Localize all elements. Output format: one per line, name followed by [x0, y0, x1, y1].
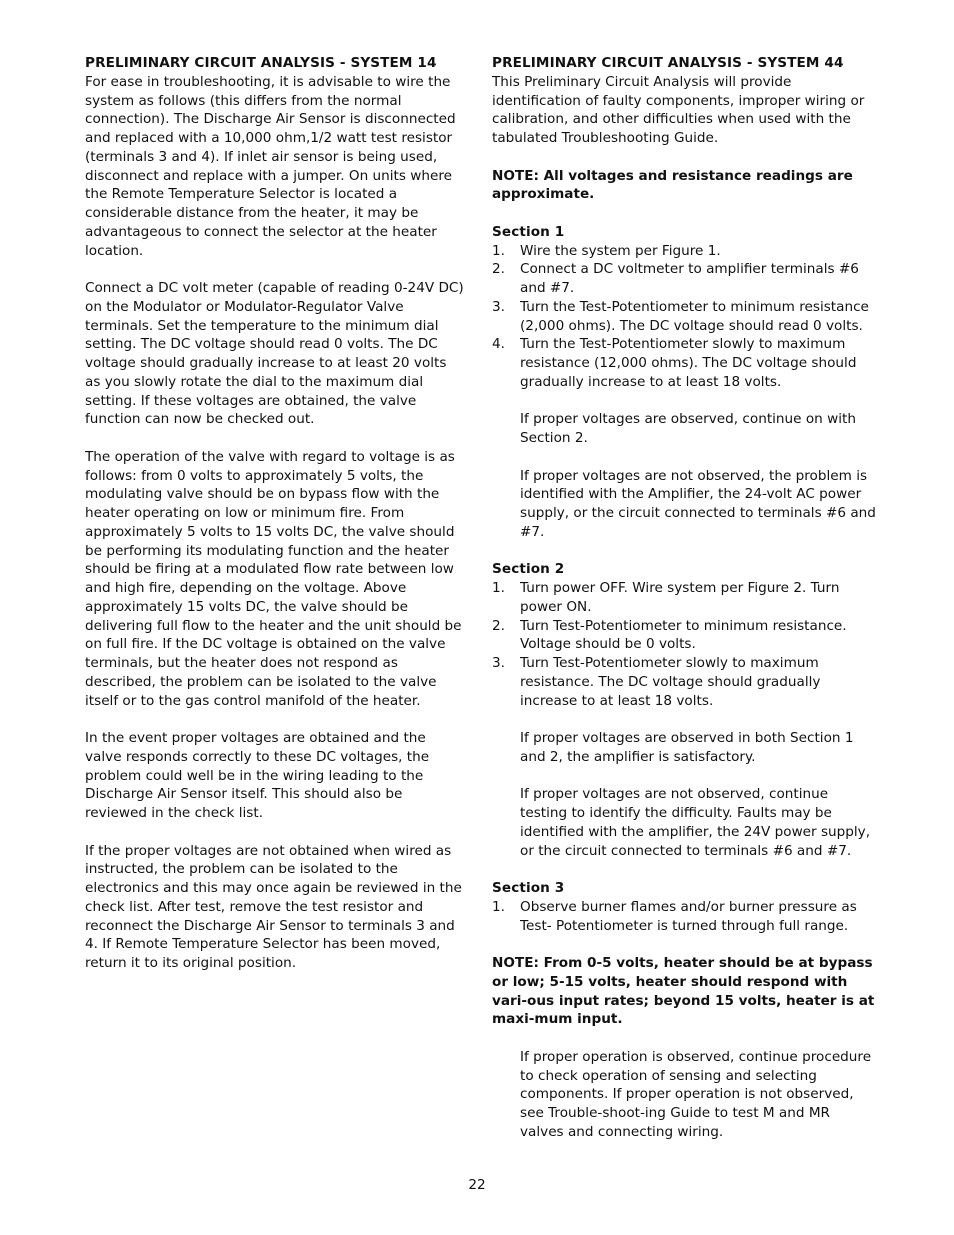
list-text: Connect a DC voltmeter to amplifier terminals #6 and #7.	[520, 261, 859, 296]
right-column	[492, 54, 876, 1160]
intro-paragraph: This Preliminary Circuit Analysis will provide identification of faulty components, improper wiring or calibration, and other difficulties when used with the tabulated Troubleshooting Guide.	[492, 73, 865, 146]
paragraph: Connect a DC volt meter (capable of reading 0-24V DC) on the Modulator or Modulator-Regulator Valve terminals. Set the temperature to the minimum dial setting. The DC voltage should read 0 volts. The DC voltage should gradually increase to at least 20 volts as you slowly rotate the dial to the maximum dial setting. If these voltages are obtained, the valve function can now be checked out.	[85, 280, 464, 428]
list-number: 1.	[492, 580, 505, 596]
list-text: Observe burner flames and/or burner pressure as Test- Potentiometer is turned through full range.	[520, 898, 857, 934]
section-2-list	[492, 579, 876, 710]
list-number: 1.	[492, 898, 505, 915]
list-item	[492, 242, 876, 261]
section-1-note: If proper voltages are not observed, the problem is identified with the Amplifier, the 24-volt AC power supply, or the circuit connected to terminals #6 and #7.	[520, 467, 876, 540]
list-text: Turn the Test-Potentiometer slowly to maximum resistance (12,000 ohms). The DC voltage should gradually increase to at least 18 volts.	[520, 336, 857, 390]
list-text: Wire the system per Figure 1.	[520, 242, 721, 259]
list-item	[492, 260, 876, 298]
section-3-list	[492, 898, 876, 936]
list-item	[492, 579, 876, 617]
list-item	[492, 298, 876, 336]
list-number: 4.	[492, 336, 505, 353]
list-text: Turn Test-Potentiometer to minimum resistance. Voltage should be 0 volts.	[520, 617, 847, 653]
paragraph: The operation of the valve with regard to voltage is as follows: from 0 volts to approximately 5 volts, the modulating valve should be on bypass flow with the heater operating on low or minimum fire. From approximately 5 volts to 15 volts DC, the valve should be performing its modulating function and the heater should be firing at a modulated flow rate between low and high fire, depending on the voltage. Above approximately 15 volts DC, the valve should be delivering full flow to the heater and the unit should be on full fire. If the DC voltage is obtained on the valve terminals, but the heater does not respond as described, the problem can be isolated to the valve itself or to the gas control manifold of the heater.	[85, 448, 462, 709]
section-2-note: If proper voltages are observed in both Section 1 and 2, the amplifier is satisfactory.	[520, 730, 854, 765]
list-number: 1.	[492, 242, 505, 259]
list-number: 2.	[492, 617, 505, 634]
list-text: Turn power OFF. Wire system per Figure 2. Turn power ON.	[520, 580, 840, 615]
section-2-note: If proper voltages are not observed, continue testing to identify the difficulty. Faults may be identified with the amplifier, the 24V power supply, or the circuit connected to terminals #6 and #7.	[520, 786, 871, 859]
list-text: Turn Test-Potentiometer slowly to maximum resistance. The DC voltage should gradually increase to at least 18 volts.	[520, 655, 821, 709]
paragraph: In the event proper voltages are obtained and the valve responds correctly to these DC voltages, the problem could well be in the wiring leading to the Discharge Air Sensor itself. This should also be reviewed in the check list.	[85, 730, 430, 821]
list-number: 2.	[492, 261, 505, 278]
closing-paragraph: If proper operation is observed, continue procedure to check operation of sensing and selecting components. If proper operation is not observed, see Trouble-shoot-ing Guide to test M and MR valves and connecting wiring.	[520, 1048, 872, 1140]
section-3-title: Section 3	[492, 880, 565, 896]
list-number: 3.	[492, 298, 505, 315]
section-2-title: Section 2	[492, 561, 565, 578]
section-1-list	[492, 242, 876, 392]
list-item	[492, 617, 876, 655]
list-item	[492, 898, 876, 936]
section-1-title: Section 1	[492, 223, 565, 240]
section-1-note: If proper voltages are observed, continue on with Section 2.	[520, 411, 856, 446]
list-item	[492, 654, 876, 710]
note-voltage-ranges: NOTE: From 0-5 volts, heater should be at bypass or low; 5-15 volts, heater should respond with vari-ous input rates; beyond 15 volts, heater is at maxi-mum input.	[492, 955, 875, 1028]
list-text: Turn the Test-Potentiometer to minimum resistance (2,000 ohms). The DC voltage should read 0 volts.	[520, 298, 869, 334]
paragraph: For ease in troubleshooting, it is advisable to wire the system as follows (this differs from the normal connection). The Discharge Air Sensor is disconnected and replaced with a 10,000 ohm,1/2 watt test resistor (terminals 3 and 4). If inlet air sensor is being used, disconnect and replace with a jumper. On units where the Remote Temperature Selector is located a considerable distance from the heater, it may be advantageous to connect the selector at the heater location.	[85, 73, 456, 259]
section-heading-system-14: PRELIMINARY CIRCUIT ANALYSIS - SYSTEM 14	[85, 55, 437, 71]
paragraph: If the proper voltages are not obtained when wired as instructed, the problem can be isolated to the electronics and this may once again be reviewed in the check list. After test, remove the test resistor and reconnect the Discharge Air Sensor to terminals 3 and 4. If Remote Temperature Selector has been moved, return it to its original position.	[85, 842, 462, 971]
list-item	[492, 335, 876, 391]
list-number: 3.	[492, 655, 505, 671]
section-heading-system-44: PRELIMINARY CIRCUIT ANALYSIS - SYSTEM 44	[492, 55, 844, 71]
page-number: 22	[468, 1177, 486, 1193]
note-approximate: NOTE: All voltages and resistance readings are approximate.	[492, 167, 853, 203]
left-column	[85, 54, 465, 992]
